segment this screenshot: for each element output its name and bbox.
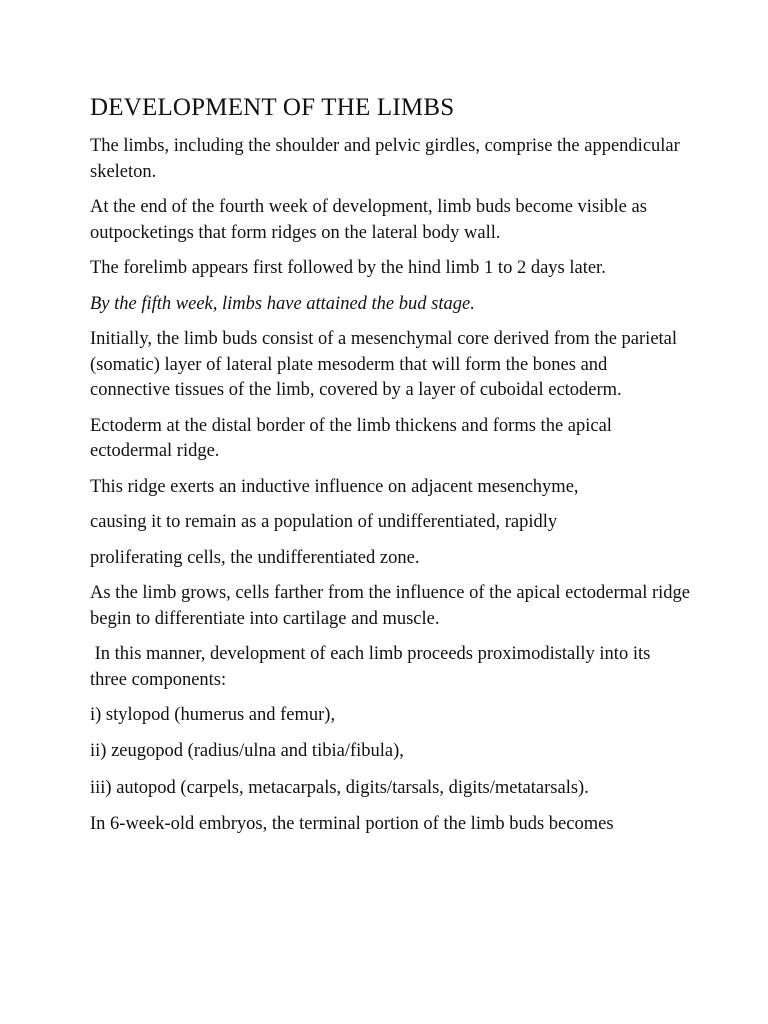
paragraph-inductive-influence: This ridge exerts an inductive influence on adjacent mesenchyme, bbox=[90, 476, 579, 497]
paragraph-apical-ridge: Ectoderm at the distal border of the limb thickens and forms the apical ectodermal ridge. bbox=[90, 415, 612, 461]
paragraph-proximodistal-development: In this manner, development of each limb proceeds proximodistally into its three components: bbox=[90, 644, 655, 690]
paragraph-forelimb-first: The forelimb appears first followed by the hind limb 1 to 2 days later. bbox=[90, 258, 606, 278]
paragraph-limb-buds-visible: At the end of the fourth week of development, limb buds become visible as outpocketings that form ridges on the lateral body wall. bbox=[90, 197, 647, 243]
list-item-stylopod: i) stylopod (humerus and femur), bbox=[90, 705, 336, 725]
list-item-zeugopod: ii) zeugopod (radius/ulna and tibia/fibula), bbox=[90, 740, 404, 761]
paragraph-six-week-embryos: In 6-week-old embryos, the terminal portion of the limb buds becomes bbox=[90, 813, 614, 834]
document-title: DEVELOPMENT OF THE LIMBS bbox=[90, 94, 455, 121]
paragraph-appendicular-skeleton: The limbs, including the shoulder and pelvic girdles, comprise the appendicular skeleton. bbox=[90, 136, 680, 182]
paragraph-limb-grows: As the limb grows, cells farther from the influence of the apical ectodermal ridge begin to differentiate into cartilage and muscle. bbox=[90, 583, 690, 629]
paragraph-undifferentiated-zone: proliferating cells, the undifferentiated zone. bbox=[90, 547, 420, 568]
paragraph-undifferentiated-population: causing it to remain as a population of undifferentiated, rapidly bbox=[90, 512, 558, 532]
document-body bbox=[90, 92, 690, 847]
paragraph-mesenchymal-core: Initially, the limb buds consist of a mesenchymal core derived from the parietal (somatic) layer of lateral plate mesoderm that will form the bones and connective tissues of the limb, covered by a layer of cuboidal ectoderm. bbox=[90, 329, 678, 400]
paragraph-bud-stage: By the fifth week, limbs have attained the bud stage. bbox=[90, 293, 475, 314]
list-item-autopod: iii) autopod (carpels, metacarpals, digits/tarsals, digits/metatarsals). bbox=[90, 778, 589, 798]
